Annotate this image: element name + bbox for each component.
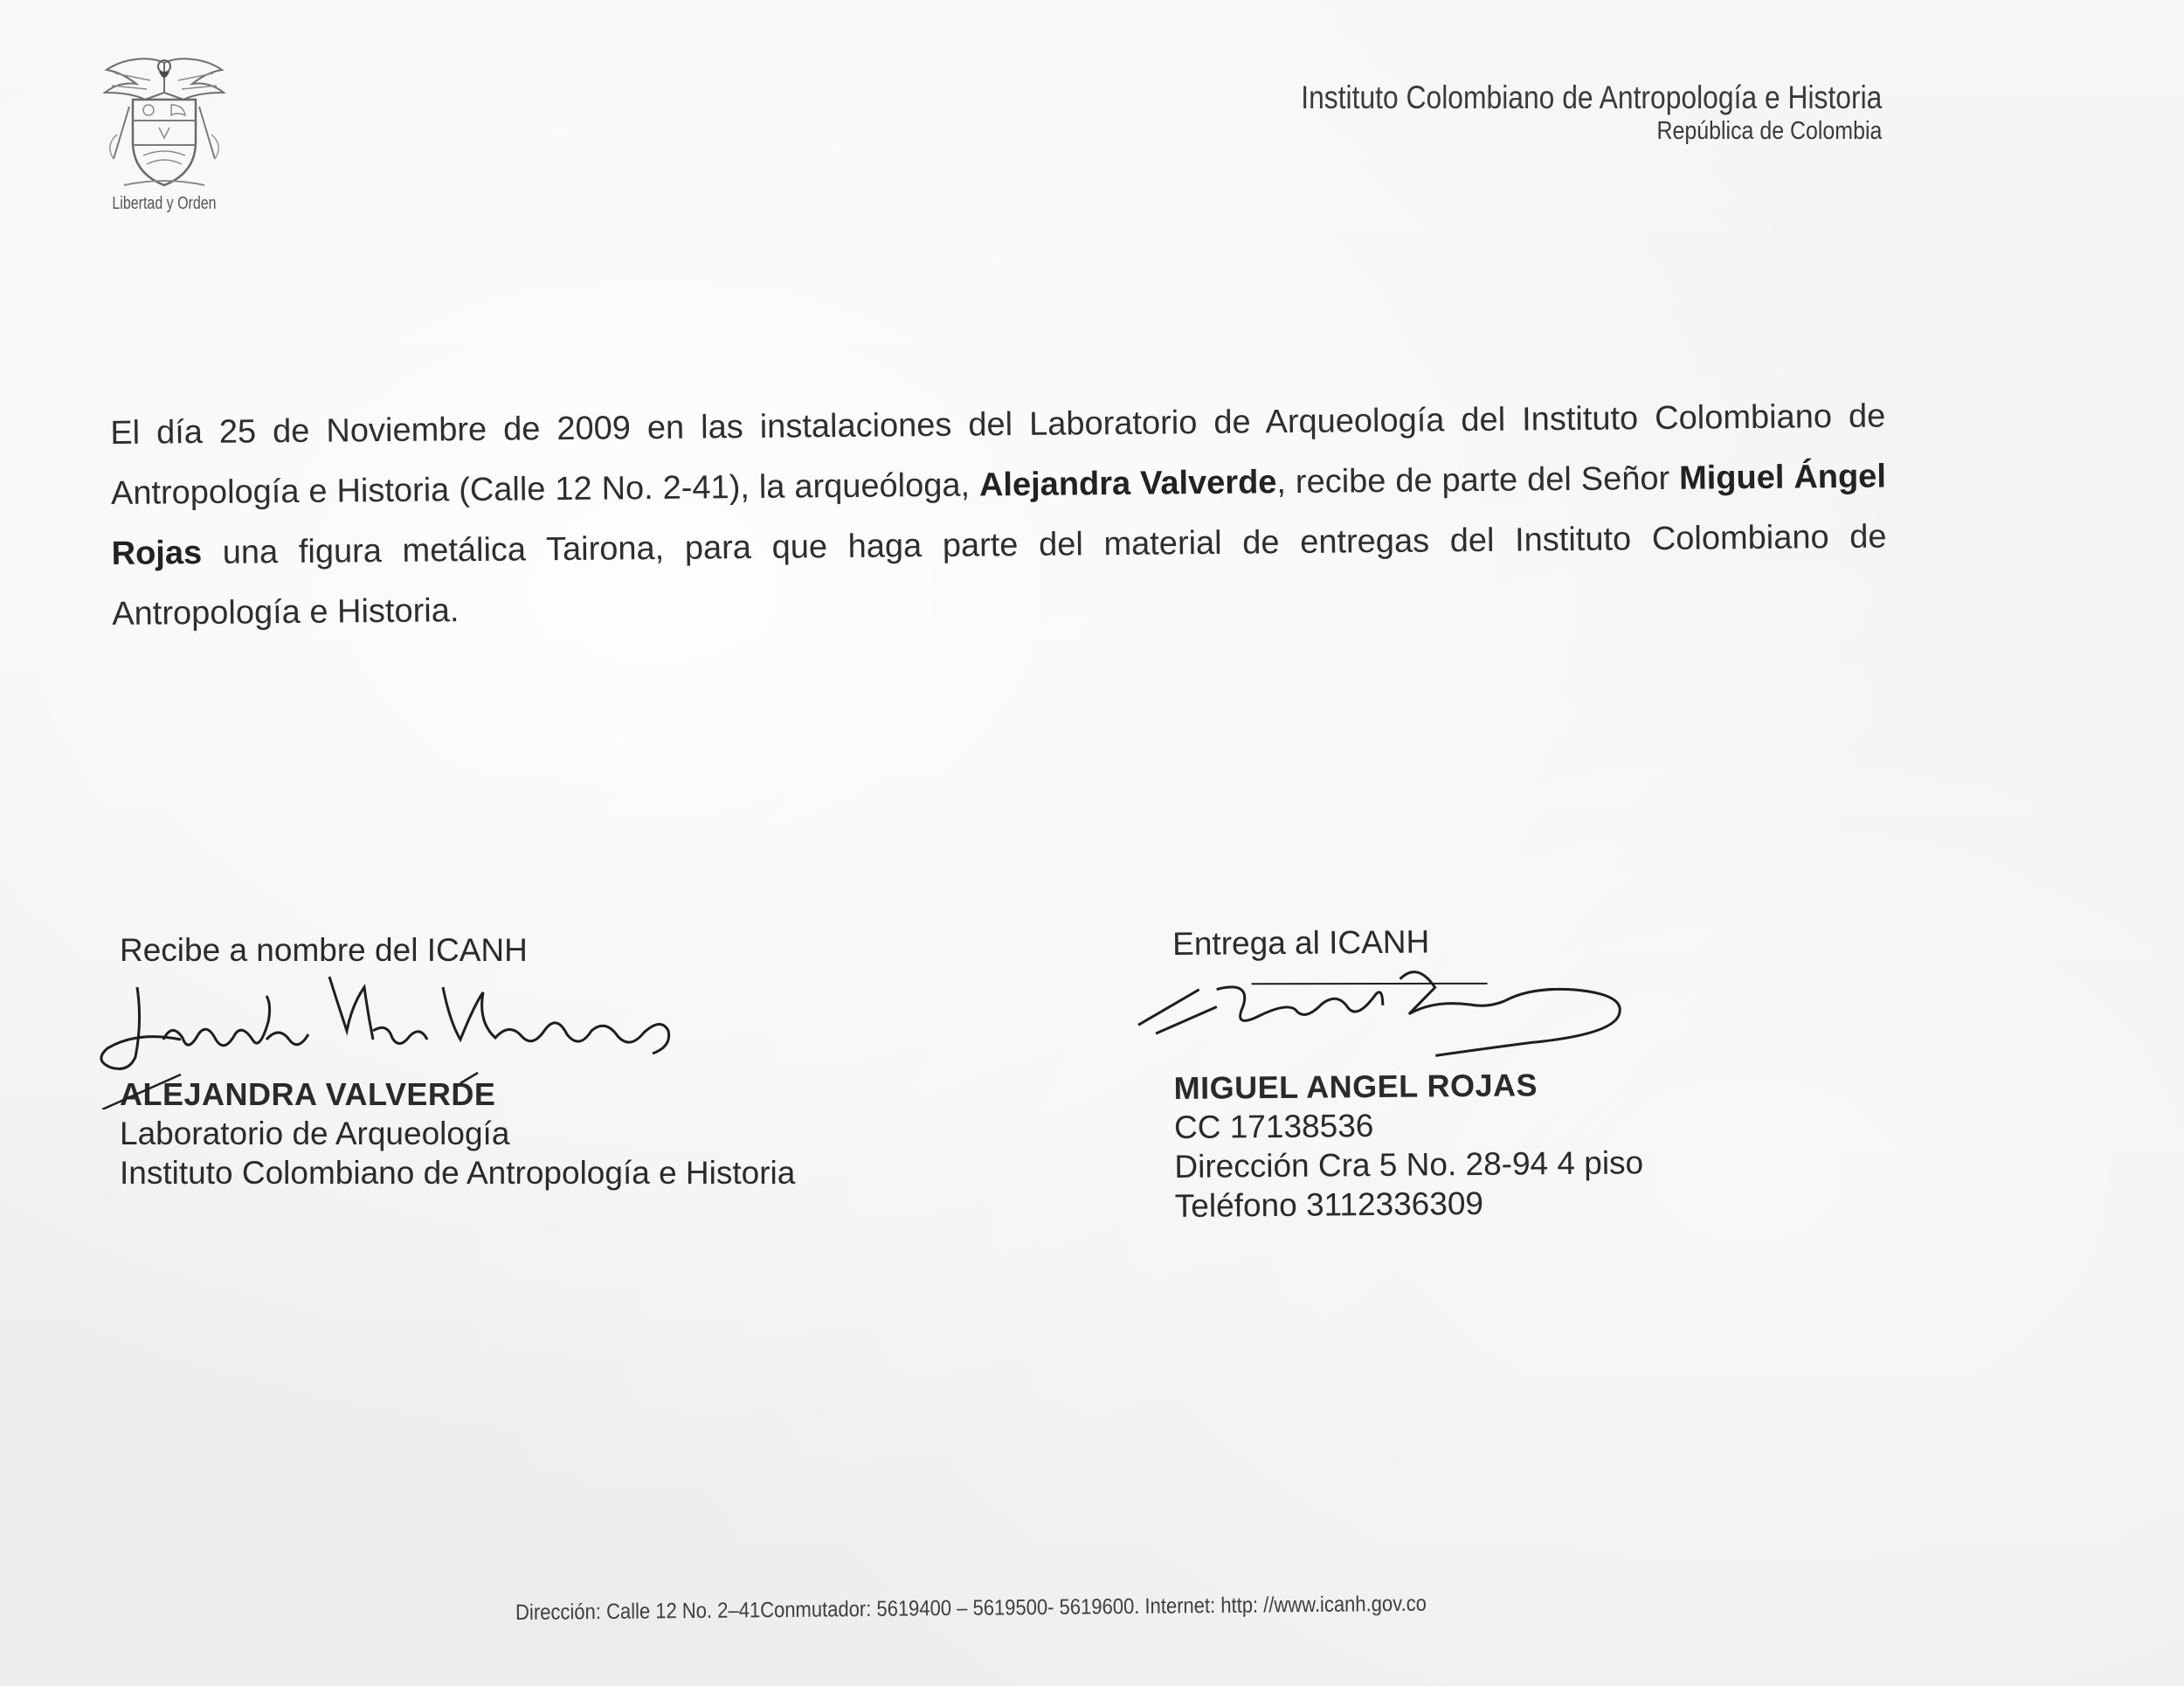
giver-bold-name: Miguel Ángel Rojas — [111, 458, 1887, 572]
institution-name: Instituto Colombiano de Antropología e Historia — [1300, 79, 1882, 115]
giver-phone: Teléfono 3112336309 — [1174, 1185, 1484, 1224]
receiver-institution: Instituto Colombiano de Antropología e Historia — [120, 1155, 796, 1191]
receiver-department: Laboratorio de Arqueología — [120, 1116, 510, 1151]
receiver-bold-name: Alejandra Valverde — [978, 464, 1277, 504]
body-text-part2: , recibe de parte del Señor — [1276, 460, 1680, 501]
giver-block — [1172, 917, 1961, 1226]
giver-signature-area — [1172, 957, 1959, 1068]
body-paragraph — [110, 386, 1888, 644]
receiver-caption: Recibe a nombre del ICANH — [120, 932, 528, 968]
body-text-part3: una figura metálica Tairona, para que haga parte del material de entregas del Instituto Colombiano de Antropología e Historia. — [112, 518, 1887, 632]
footer-contact: Dirección: Calle 12 No. 2–41Conmutador: 5619400 – 5619500- 5619600. Internet: http: //www.icanh.gov.co — [515, 1591, 1427, 1625]
giver-caption: Entrega al ICANH — [1172, 923, 1430, 962]
giver-address: Dirección Cra 5 No. 28-94 4 piso — [1174, 1144, 1644, 1185]
giver-name: MIGUEL ANGEL ROJAS — [1173, 1067, 1538, 1106]
crest-motto: Libertad y Orden — [112, 194, 217, 213]
letterhead — [1206, 80, 1882, 147]
body-text-part1: El día 25 de Noviembre de 2009 en las instalaciones del Laboratorio de Arqueología del Instituto Colombiano de Antropología e Historia (Calle 12 No. 2-41), la arqueóloga, — [110, 397, 1886, 512]
giver-id: CC 17138536 — [1173, 1107, 1374, 1145]
receiver-name: ALEJANDRA VALVERDE — [120, 1076, 496, 1112]
receiver-signature-area — [120, 970, 906, 1074]
receiver-block — [120, 930, 906, 1192]
country-name: República de Colombia — [1656, 117, 1882, 145]
